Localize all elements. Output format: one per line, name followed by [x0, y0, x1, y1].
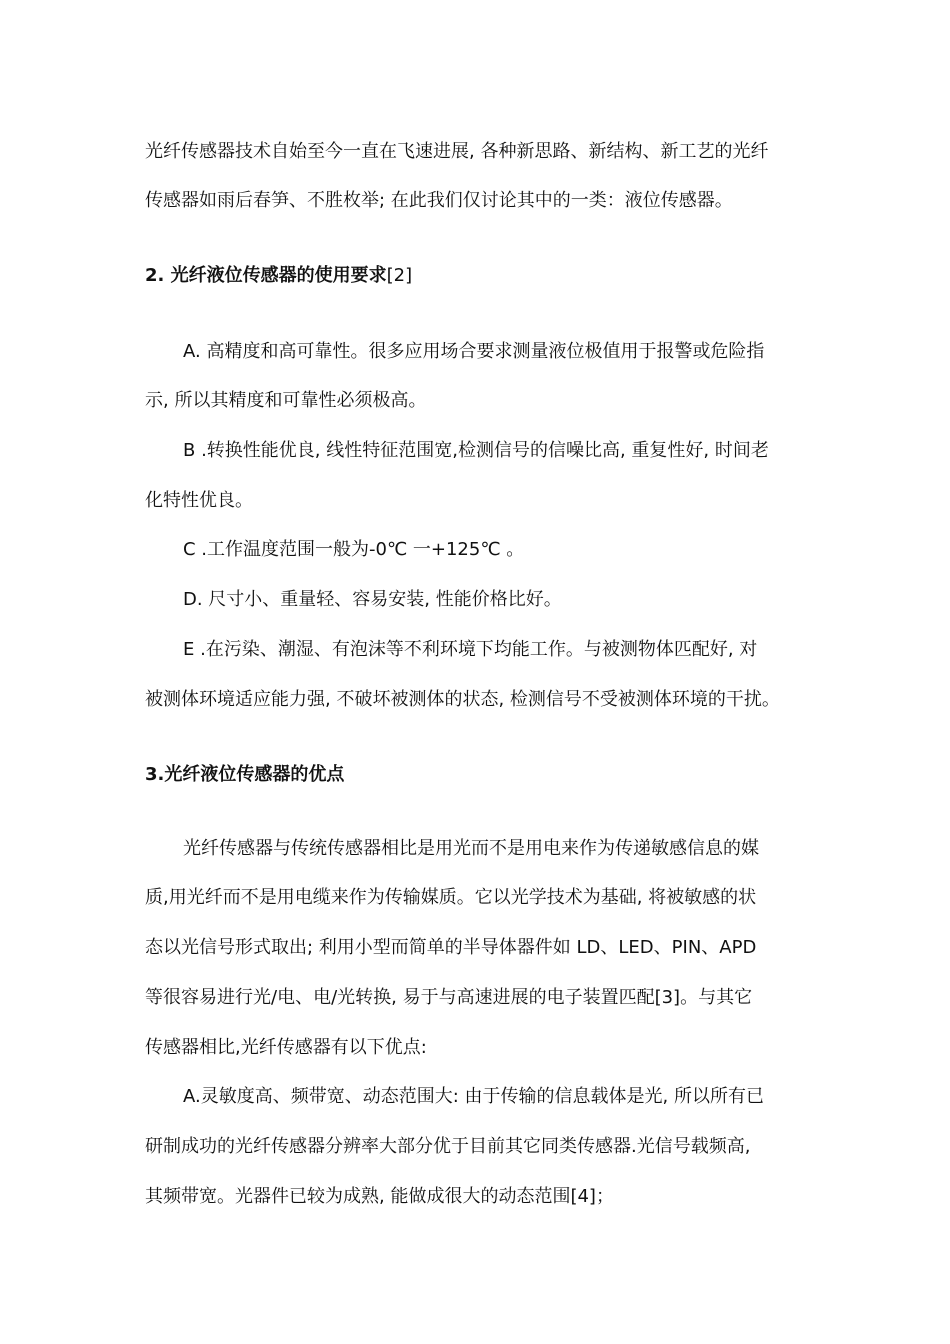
section-2-reference: [2]	[386, 265, 413, 286]
requirement-e-line-1: E .在污染、潮湿、有泡沫等不利环境下均能工作。与被测物体匹配好, 对	[183, 639, 758, 660]
advantage-a-line-2: 研制成功的光纤传感器分辨率大部分优于目前其它同类传感器.光信号载频高,	[145, 1136, 751, 1157]
advantages-para-line-3: 态以光信号形式取出; 利用小型而简单的半导体器件如 LD、LED、PIN、APD	[145, 937, 757, 958]
intro-line-1: 光纤传感器技术自始至今一直在飞速进展, 各种新思路、新结构、新工艺的光纤	[145, 141, 769, 162]
requirement-a-line-1: A. 高精度和高可靠性。很多应用场合要求测量液位极值用于报警或危险指	[183, 341, 765, 362]
advantages-para-line-2: 质,用光纤而不是用电缆来作为传输媒质。它以光学技术为基础, 将被敏感的状	[145, 887, 757, 908]
advantages-para-line-4: 等很容易进行光/电、电/光转换, 易于与高速进展的电子装置匹配[3]。与其它	[145, 987, 753, 1008]
advantages-para-line-5: 传感器相比,光纤传感器有以下优点:	[145, 1037, 427, 1058]
advantage-a-line-1: A.灵敏度高、频带宽、动态范围大: 由于传输的信息载体是光, 所以所有已	[183, 1086, 764, 1107]
advantage-a-line-3: 其频带宽。光器件已较为成熟, 能做成很大的动态范围[4]；	[145, 1186, 614, 1207]
requirement-e-line-2: 被测体环境适应能力强, 不破坏被测体的状态, 检测信号不受被测体环境的干扰。	[145, 689, 780, 710]
requirement-b-line-2: 化特性优良。	[145, 490, 253, 511]
requirement-b-line-1: B .转换性能优良, 线性特征范围宽,检测信号的信噪比高, 重复性好, 时间老	[183, 440, 769, 461]
requirement-d: D. 尺寸小、重量轻、容易安装, 性能价格比好。	[183, 589, 562, 610]
section-2-title: 2. 光纤液位传感器的使用要求	[145, 265, 387, 286]
requirement-a-line-2: 示, 所以其精度和可靠性必须极高。	[145, 390, 427, 411]
advantages-para-line-1: 光纤传感器与传统传感器相比是用光而不是用电来作为传递敏感信息的媒	[183, 838, 759, 859]
intro-line-2: 传感器如雨后春笋、不胜枚举; 在此我们仅讨论其中的一类：液位传感器。	[145, 190, 733, 211]
section-2-heading	[145, 263, 412, 289]
requirement-c: C .工作温度范围一般为-0℃ 一+125℃ 。	[183, 539, 525, 560]
section-3-heading: 3.光纤液位传感器的优点	[145, 764, 345, 785]
